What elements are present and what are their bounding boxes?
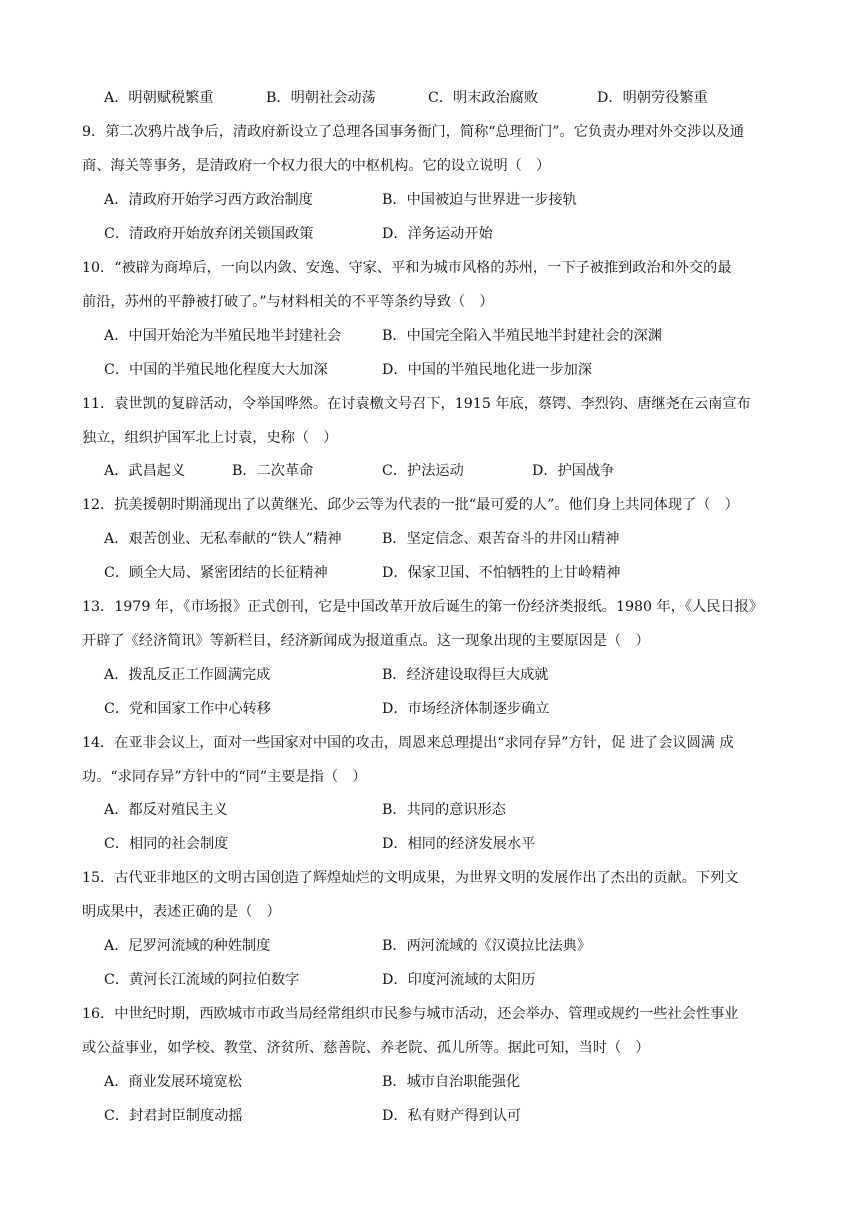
question-stem-line: 商、海关等事务，是清政府一个权力很大的中枢机构。它的设立说明（ ）: [82, 158, 551, 174]
option-b: B．明朝社会动荡: [266, 90, 376, 106]
option-a: A．武昌起义: [104, 463, 186, 479]
question-stem-line: 开辟了《经济简讯》等新栏目，经济新闻成为报道重点。这一现象出现的主要原因是（ ）: [82, 633, 650, 649]
option-c: C．党和国家工作中心转移: [104, 701, 271, 717]
option-b: B．中国被迫与世界进一步接轨: [382, 192, 577, 208]
question-stem-line: 15．古代亚非地区的文明古国创造了辉煌灿烂的文明成果，为世界文明的发展作出了杰出的贡献。下列文: [82, 870, 739, 886]
option-a: A．清政府开始学习西方政治制度: [104, 192, 313, 208]
option-a: A．都反对殖民主义: [104, 802, 228, 818]
option-c: C．清政府开始放弃闭关锁国政策: [104, 226, 314, 242]
question-stem-line: 9．第二次鸦片战争后，清政府新设立了总理各国事务衙门，简称“总理衙门”。它负责办理对外交涉以及通: [82, 124, 744, 140]
option-d: D．明朝劳役繁重: [597, 90, 708, 106]
option-c: C．相同的社会制度: [104, 836, 229, 852]
option-b: B．经济建设取得巨大成就: [382, 667, 549, 683]
option-b: B．城市自治职能强化: [382, 1074, 521, 1090]
question-stem-line: 14．在亚非会议上，面对一些国家对中国的攻击，周恩来总理提出“求同存异”方针，促 进了会议圆满 成: [82, 735, 734, 751]
question-stem-line: 独立，组织护国军北上讨袁，史称（ ）: [82, 430, 338, 446]
option-d: D．保家卫国、不怕牺牲的上甘岭精神: [382, 565, 621, 581]
question-stem-line: 11．袁世凯的复辟活动，令举国哗然。在讨袁檄文号召下，1915 年底，蔡锷、李烈钧、唐继尧在云南宣布: [82, 396, 751, 412]
question-stem-line: 12．抗美援朝时期涌现出了以黄继光、邱少云等为代表的一批“最可爱的人”。他们身上共同体现了（ ）: [82, 497, 739, 513]
option-c: C．明末政治腐败: [428, 90, 539, 106]
question-stem-line: 明成果中，表述正确的是（ ）: [82, 904, 281, 920]
option-c: C．中国的半殖民地化程度大大加深: [104, 362, 328, 378]
option-a: A．拨乱反正工作圆满完成: [104, 667, 271, 683]
question-stem-line: 10．“被辟为商埠后，一向以内敛、安逸、守家、平和为城市风格的苏州，一下子被推到政治和外交的最: [82, 260, 732, 276]
question-stem-line: 或公益事业，如学校、教堂、济贫所、慈善院、养老院、孤儿所等。据此可知，当时（ ）: [82, 1040, 650, 1056]
option-b: B．两河流域的《汉谟拉比法典》: [382, 938, 592, 954]
option-b: B．坚定信念、艰苦奋斗的井冈山精神: [382, 531, 620, 547]
option-c: C．封君封臣制度动摇: [104, 1108, 243, 1124]
option-a: A．中国开始沦为半殖民地半封建社会: [104, 328, 342, 344]
option-a: A．明朝赋税繁重: [104, 90, 214, 106]
option-c: C．黄河长江流域的阿拉伯数字: [104, 972, 300, 988]
option-d: D．印度河流域的太阳历: [382, 972, 536, 988]
option-d: D．私有财产得到认可: [382, 1108, 522, 1124]
option-c: C．护法运动: [382, 463, 464, 479]
option-d: D．洋务运动开始: [382, 226, 493, 242]
option-b: B．共同的意识形态: [382, 802, 506, 818]
question-stem-line: 功。“求同存异”方针中的“同”主要是指（ ）: [82, 769, 367, 785]
option-d: D．中国的半殖民地化进一步加深: [382, 362, 593, 378]
option-a: A．尼罗河流域的种姓制度: [104, 938, 271, 954]
option-b: B．中国完全陷入半殖民地半封建社会的深渊: [382, 328, 662, 344]
option-d: D．市场经济体制逐步确立: [382, 701, 550, 717]
option-c: C．顾全大局、紧密团结的长征精神: [104, 565, 328, 581]
option-d: D．护国战争: [532, 463, 615, 479]
option-d: D．相同的经济发展水平: [382, 836, 536, 852]
option-a: A．艰苦创业、无私奉献的“铁人”精神: [104, 531, 342, 547]
question-stem-line: 前沿，苏州的平静被打破了。”与材料相关的不平等条约导致（ ）: [82, 294, 494, 310]
question-stem-line: 13．1979 年，《市场报》正式创刊，它是中国改革开放后诞生的第一份经济类报纸。1980 年，《人民日报》: [82, 599, 763, 615]
question-stem-line: 16．中世纪时期，西欧城市市政当局经常组织市民参与城市活动，还会举办、管理或规约一些社会性事业: [82, 1006, 739, 1022]
option-b: B．二次革命: [232, 463, 314, 479]
option-a: A．商业发展环境宽松: [104, 1074, 242, 1090]
